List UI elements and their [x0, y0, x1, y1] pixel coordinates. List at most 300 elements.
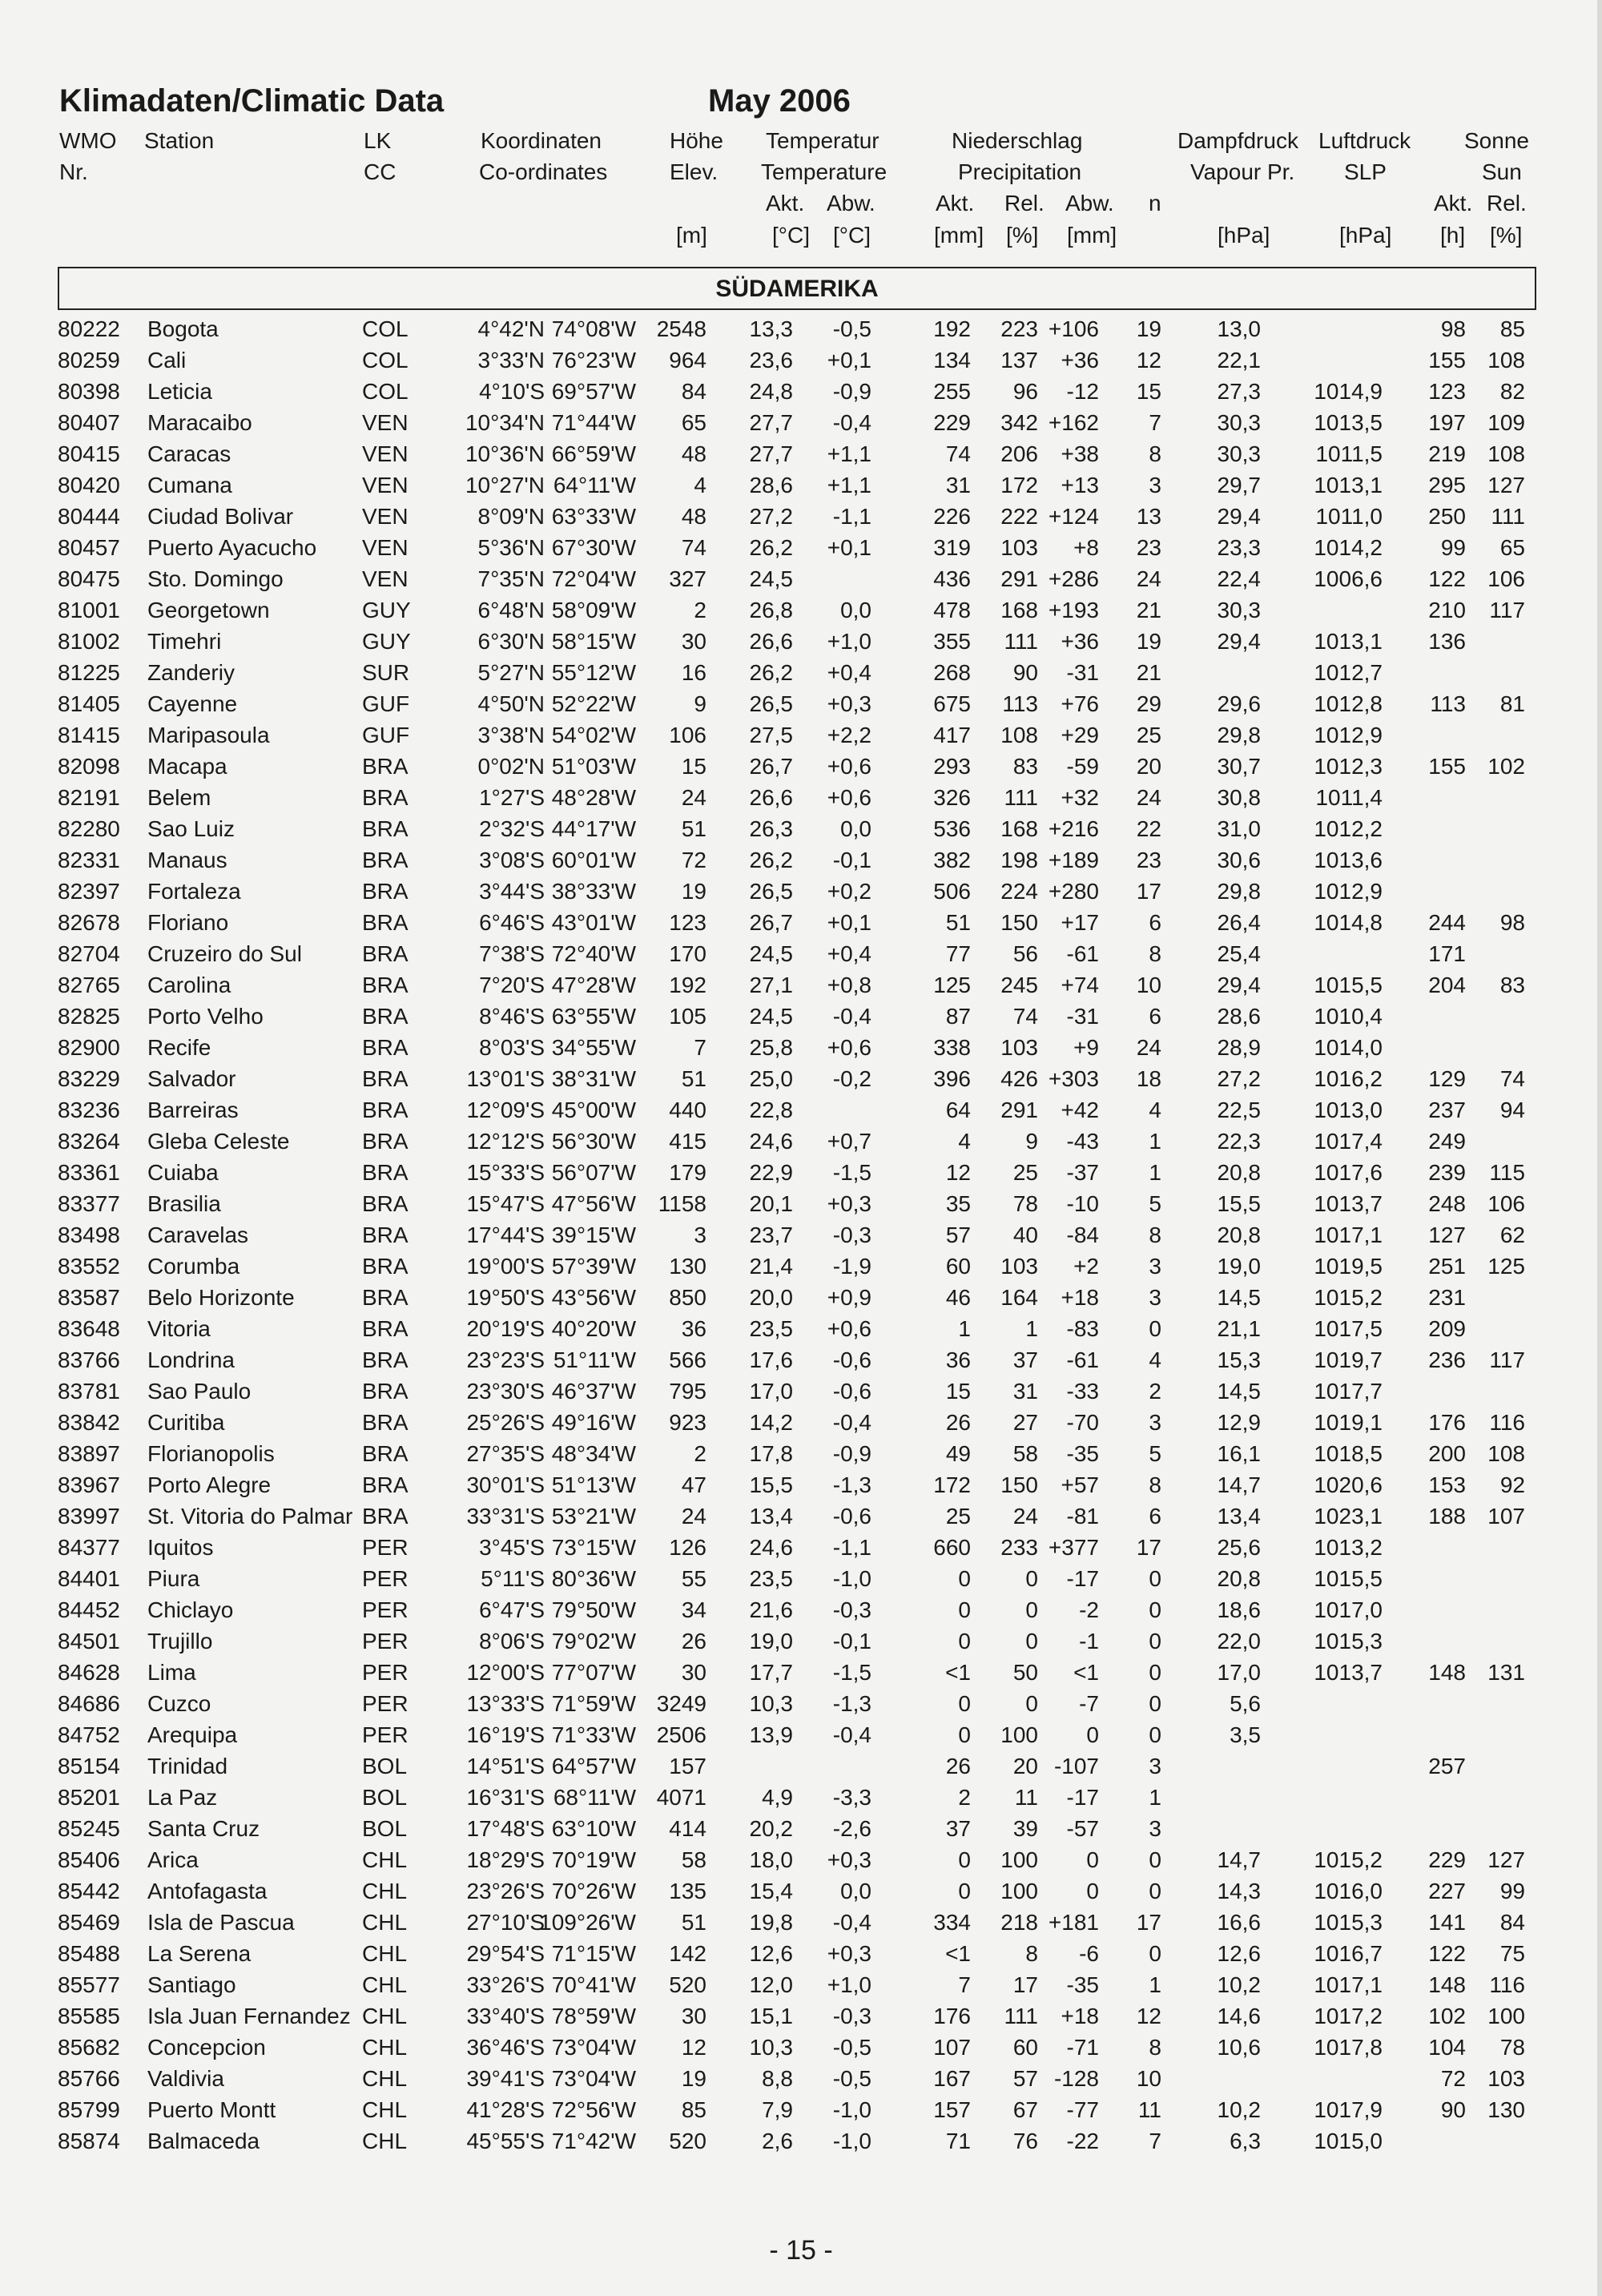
cell-longitude: 58°09'W — [551, 598, 636, 622]
cell-temp-actual: 14,2 — [749, 1410, 793, 1435]
cell-precip-relative: 206 — [1000, 441, 1038, 466]
cell-country-code: BRA — [362, 1316, 409, 1341]
cell-station-name: Manaus — [147, 848, 227, 872]
cell-latitude: 3°33'N — [477, 348, 545, 373]
cell-temp-deviation: -0,5 — [832, 2066, 871, 2091]
cell-precip-days: 24 — [1136, 566, 1161, 591]
table-row — [0, 1750, 1602, 1782]
cell-sun-relative: 84 — [1499, 1910, 1525, 1935]
cell-precip-relative: 60 — [1012, 2035, 1038, 2060]
cell-temp-deviation: +0,2 — [827, 879, 871, 904]
cell-vapour-pressure: 30,6 — [1217, 848, 1261, 872]
cell-wmo-number: 83648 — [58, 1316, 120, 1341]
cell-temp-actual: 2,6 — [762, 2129, 793, 2153]
cell-country-code: CHL — [362, 1972, 408, 1997]
cell-station-name: Georgetown — [147, 598, 270, 622]
cell-sea-level-pressure: 1012,7 — [1314, 660, 1383, 685]
cell-wmo-number: 85201 — [58, 1785, 120, 1810]
cell-longitude: 73°04'W — [551, 2035, 636, 2060]
cell-station-name: Isla Juan Fernandez — [147, 2004, 351, 2028]
cell-precip-days: 24 — [1136, 785, 1161, 810]
cell-longitude: 40°20'W — [551, 1316, 636, 1341]
cell-latitude: 8°09'N — [477, 504, 545, 529]
cell-sun-relative: 130 — [1487, 2097, 1525, 2122]
cell-latitude: 12°09'S — [466, 1098, 545, 1122]
cell-station-name: Cuiaba — [147, 1160, 219, 1185]
cell-wmo-number: 84501 — [58, 1629, 120, 1654]
cell-precip-deviation: 0 — [1086, 1722, 1099, 1747]
cell-country-code: PER — [362, 1660, 409, 1685]
cell-station-name: Cayenne — [147, 691, 238, 716]
cell-precip-actual: 255 — [933, 379, 971, 404]
cell-precip-deviation: +9 — [1073, 1035, 1099, 1060]
cell-precip-days: 4 — [1149, 1347, 1161, 1372]
cell-temp-actual: 18,0 — [749, 1847, 793, 1872]
section-title: SÜDAMERIKA — [715, 276, 879, 302]
cell-precip-days: 17 — [1136, 879, 1161, 904]
cell-precip-deviation: +18 — [1061, 2004, 1099, 2028]
cell-station-name: Trinidad — [147, 1754, 228, 1778]
cell-latitude: 0°02'N — [477, 754, 545, 779]
cell-latitude: 6°48'N — [477, 598, 545, 622]
cell-precip-relative: 222 — [1000, 504, 1038, 529]
cell-country-code: COL — [362, 316, 409, 341]
cell-temp-actual: 25,0 — [749, 1066, 793, 1091]
cell-precip-days: 13 — [1136, 504, 1161, 529]
cell-precip-relative: 233 — [1000, 1535, 1038, 1560]
cell-elevation: 84 — [681, 379, 706, 404]
table-row — [0, 376, 1602, 407]
cell-vapour-pressure: 20,8 — [1217, 1160, 1261, 1185]
cell-temp-deviation: -1,3 — [832, 1691, 871, 1716]
cell-country-code: CHL — [362, 1847, 408, 1872]
cell-longitude: 72°56'W — [551, 2097, 636, 2122]
cell-precip-relative: 111 — [1004, 785, 1038, 810]
cell-latitude: 13°33'S — [466, 1691, 545, 1716]
cell-sun-hours: 231 — [1428, 1285, 1466, 1310]
cell-precip-relative: 78 — [1012, 1191, 1038, 1216]
cell-elevation: 566 — [669, 1347, 706, 1372]
cell-precip-actual: 125 — [933, 973, 971, 997]
cell-sea-level-pressure: 1015,0 — [1314, 2129, 1383, 2153]
cell-latitude: 7°20'S — [479, 973, 545, 997]
cell-latitude: 1°27'S — [479, 785, 545, 810]
header-wmo-nr: Nr. — [59, 159, 88, 184]
cell-wmo-number: 83967 — [58, 1472, 120, 1497]
cell-sun-hours: 171 — [1428, 941, 1466, 966]
cell-temp-actual: 26,8 — [749, 598, 793, 622]
cell-latitude: 7°35'N — [477, 566, 545, 591]
cell-station-name: Fortaleza — [147, 879, 241, 904]
cell-sun-hours: 127 — [1428, 1223, 1466, 1247]
cell-precip-relative: 11 — [1014, 1785, 1038, 1810]
table-row — [0, 688, 1602, 719]
cell-sea-level-pressure: 1018,5 — [1314, 1441, 1383, 1466]
cell-sea-level-pressure: 1012,8 — [1314, 691, 1383, 716]
cell-precip-days: 18 — [1136, 1066, 1161, 1091]
cell-sun-relative: 108 — [1487, 348, 1525, 373]
cell-vapour-pressure: 29,8 — [1217, 723, 1261, 747]
cell-precip-deviation: -35 — [1066, 1441, 1099, 1466]
cell-longitude: 51°03'W — [551, 754, 636, 779]
cell-precip-relative: 100 — [1000, 1847, 1038, 1872]
cell-wmo-number: 85488 — [58, 1941, 120, 1966]
cell-precip-relative: 113 — [1002, 691, 1038, 716]
cell-wmo-number: 84686 — [58, 1691, 120, 1716]
cell-wmo-number: 84401 — [58, 1566, 120, 1591]
cell-latitude: 2°32'S — [479, 816, 545, 841]
cell-precip-deviation: +106 — [1048, 316, 1099, 341]
cell-temp-deviation: -0,9 — [832, 1441, 871, 1466]
cell-latitude: 29°54'S — [466, 1941, 545, 1966]
cell-country-code: BRA — [362, 816, 409, 841]
cell-sun-hours: 176 — [1428, 1410, 1466, 1435]
cell-country-code: BRA — [362, 879, 409, 904]
cell-temp-actual: 20,0 — [749, 1285, 793, 1310]
cell-precip-actual: 338 — [933, 1035, 971, 1060]
cell-elevation: 55 — [681, 1566, 706, 1591]
cell-precip-actual: 1 — [958, 1316, 971, 1341]
cell-country-code: PER — [362, 1566, 409, 1591]
cell-temp-deviation: 0,0 — [840, 598, 871, 622]
cell-station-name: Puerto Ayacucho — [147, 535, 317, 560]
cell-elevation: 520 — [669, 1972, 706, 1997]
cell-precip-deviation: -61 — [1066, 1347, 1099, 1372]
cell-precip-deviation: +32 — [1061, 785, 1099, 810]
cell-temp-deviation: +0,6 — [827, 1316, 871, 1341]
cell-precip-actual: 0 — [958, 1566, 971, 1591]
cell-elevation: 415 — [669, 1129, 706, 1154]
header-precip-akt: Akt. — [936, 191, 975, 216]
cell-sun-relative: 98 — [1499, 910, 1525, 935]
cell-country-code: CHL — [362, 2066, 408, 2091]
cell-temp-deviation: -0,3 — [832, 1597, 871, 1622]
cell-sea-level-pressure: 1013,0 — [1314, 1098, 1383, 1122]
cell-longitude: 72°40'W — [551, 941, 636, 966]
cell-temp-actual: 10,3 — [749, 2035, 793, 2060]
cell-station-name: Cruzeiro do Sul — [147, 941, 302, 966]
table-row — [0, 1719, 1602, 1750]
cell-temp-deviation: -0,4 — [832, 410, 871, 435]
cell-elevation: 157 — [669, 1754, 706, 1778]
cell-elevation: 179 — [669, 1160, 706, 1185]
cell-wmo-number: 85799 — [58, 2097, 120, 2122]
cell-precip-deviation: <1 — [1073, 1660, 1099, 1685]
cell-precip-relative: 168 — [1000, 816, 1038, 841]
cell-temp-deviation: -0,3 — [832, 1223, 871, 1247]
cell-precip-deviation: -33 — [1066, 1379, 1099, 1404]
cell-temp-deviation: +0,6 — [827, 754, 871, 779]
cell-precip-deviation: +162 — [1048, 410, 1099, 435]
cell-latitude: 27°10'S — [466, 1910, 545, 1935]
cell-country-code: SUR — [362, 660, 410, 685]
cell-sun-hours: 209 — [1428, 1316, 1466, 1341]
cell-sea-level-pressure: 1013,6 — [1314, 848, 1383, 872]
cell-elevation: 130 — [669, 1254, 706, 1279]
table-row — [0, 907, 1602, 938]
cell-elevation: 2548 — [656, 316, 706, 341]
cell-precip-days: 15 — [1136, 379, 1161, 404]
cell-longitude: 71°42'W — [551, 2129, 636, 2153]
cell-temp-actual: 26,6 — [749, 785, 793, 810]
cell-precip-deviation: -77 — [1066, 2097, 1099, 2122]
cell-sea-level-pressure: 1015,5 — [1314, 973, 1383, 997]
cell-country-code: BRA — [362, 1254, 409, 1279]
header-precip-rel-unit: [%] — [1006, 223, 1039, 248]
cell-precip-relative: 111 — [1004, 2004, 1038, 2028]
cell-temp-actual: 26,2 — [749, 848, 793, 872]
section-header — [58, 267, 1536, 310]
cell-precip-deviation: -35 — [1066, 1972, 1099, 1997]
cell-station-name: Belo Horizonte — [147, 1285, 295, 1310]
cell-temp-actual: 10,3 — [749, 1691, 793, 1716]
cell-wmo-number: 80222 — [58, 316, 120, 341]
cell-precip-actual: 0 — [958, 1722, 971, 1747]
cell-sea-level-pressure: 1014,8 — [1314, 910, 1383, 935]
cell-longitude: 71°59'W — [551, 1691, 636, 1716]
cell-sea-level-pressure: 1017,9 — [1314, 2097, 1383, 2122]
cell-latitude: 17°44'S — [466, 1223, 545, 1247]
cell-country-code: CHL — [362, 2004, 408, 2028]
cell-temp-actual: 15,4 — [749, 1879, 793, 1903]
cell-precip-actual: 478 — [933, 598, 971, 622]
cell-precip-relative: 76 — [1012, 2129, 1038, 2153]
cell-longitude: 73°15'W — [551, 1535, 636, 1560]
table-row — [0, 1813, 1602, 1844]
cell-sun-relative: 117 — [1489, 598, 1525, 622]
cell-temp-deviation: -0,5 — [832, 316, 871, 341]
cell-precip-relative: 426 — [1000, 1066, 1038, 1091]
cell-precip-relative: 50 — [1012, 1660, 1038, 1685]
cell-temp-actual: 27,7 — [749, 410, 793, 435]
cell-wmo-number: 80259 — [58, 348, 120, 373]
header-sun-rel: Rel. — [1487, 191, 1527, 216]
cell-precip-deviation: -57 — [1066, 1816, 1099, 1841]
cell-sea-level-pressure: 1011,5 — [1315, 441, 1383, 466]
cell-latitude: 36°46'S — [466, 2035, 545, 2060]
cell-temp-actual: 24,8 — [749, 379, 793, 404]
cell-precip-days: 0 — [1149, 1660, 1161, 1685]
cell-temp-actual: 15,5 — [749, 1472, 793, 1497]
cell-temp-deviation: +0,1 — [827, 535, 871, 560]
table-row — [0, 1657, 1602, 1688]
cell-longitude: 64°11'W — [553, 473, 636, 497]
cell-sun-relative: 125 — [1487, 1254, 1525, 1279]
cell-wmo-number: 82825 — [58, 1004, 120, 1029]
cell-precip-relative: 0 — [1025, 1629, 1038, 1654]
cell-precip-relative: 0 — [1025, 1691, 1038, 1716]
cell-wmo-number: 83781 — [58, 1379, 120, 1404]
cell-precip-actual: 134 — [933, 348, 971, 373]
cell-longitude: 66°59'W — [551, 441, 636, 466]
cell-country-code: GUY — [362, 598, 411, 622]
cell-precip-actual: 334 — [933, 1910, 971, 1935]
cell-temp-deviation: -0,3 — [832, 2004, 871, 2028]
cell-latitude: 17°48'S — [466, 1816, 545, 1841]
cell-precip-relative: 39 — [1012, 1816, 1038, 1841]
cell-longitude: 38°33'W — [551, 879, 636, 904]
cell-precip-relative: 74 — [1012, 1004, 1038, 1029]
header-sun-rel-unit: [%] — [1490, 223, 1523, 248]
cell-vapour-pressure: 13,0 — [1217, 316, 1261, 341]
cell-longitude: 55°12'W — [551, 660, 636, 685]
cell-latitude: 33°31'S — [466, 1504, 545, 1529]
cell-precip-days: 2 — [1149, 1379, 1161, 1404]
cell-latitude: 12°12'S — [466, 1129, 545, 1154]
table-row — [0, 844, 1602, 876]
cell-station-name: Santiago — [147, 1972, 236, 1997]
cell-elevation: 105 — [669, 1004, 706, 1029]
cell-precip-relative: 67 — [1012, 2097, 1038, 2122]
cell-precip-actual: 57 — [945, 1223, 971, 1247]
cell-latitude: 8°03'S — [479, 1035, 545, 1060]
cell-precip-days: 12 — [1136, 2004, 1161, 2028]
cell-vapour-pressure: 31,0 — [1217, 816, 1261, 841]
cell-sea-level-pressure: 1015,2 — [1314, 1847, 1383, 1872]
cell-longitude: 60°01'W — [551, 848, 636, 872]
cell-vapour-pressure: 14,3 — [1217, 1879, 1261, 1903]
cell-temp-deviation: +1,1 — [827, 441, 871, 466]
cell-precip-days: 12 — [1136, 348, 1161, 373]
cell-latitude: 3°08'S — [479, 848, 545, 872]
cell-precip-days: 0 — [1149, 1847, 1161, 1872]
cell-station-name: Ciudad Bolivar — [147, 504, 294, 529]
cell-longitude: 67°30'W — [551, 535, 636, 560]
cell-temp-actual: 26,3 — [749, 816, 793, 841]
cell-precip-deviation: -17 — [1066, 1785, 1099, 1810]
cell-wmo-number: 82678 — [58, 910, 120, 935]
header-hoehe: Höhe — [670, 128, 723, 153]
cell-wmo-number: 83236 — [58, 1098, 120, 1122]
cell-sun-hours: 257 — [1428, 1754, 1466, 1778]
cell-station-name: Zanderiy — [147, 660, 235, 685]
cell-station-name: Arequipa — [147, 1722, 238, 1747]
cell-vapour-pressure: 29,7 — [1217, 473, 1261, 497]
cell-longitude: 46°37'W — [551, 1379, 636, 1404]
cell-country-code: BRA — [362, 754, 409, 779]
cell-elevation: 135 — [669, 1879, 706, 1903]
cell-latitude: 16°31'S — [466, 1785, 545, 1810]
cell-precip-actual: 64 — [945, 1098, 971, 1122]
cell-longitude: 69°57'W — [551, 379, 636, 404]
table-row — [0, 1188, 1602, 1219]
table-row — [0, 2032, 1602, 2063]
cell-elevation: 47 — [681, 1472, 706, 1497]
cell-sun-hours: 122 — [1428, 566, 1466, 591]
cell-country-code: PER — [362, 1597, 409, 1622]
header-sun: Sun — [1482, 159, 1522, 184]
cell-country-code: GUF — [362, 723, 410, 747]
cell-wmo-number: 80420 — [58, 473, 120, 497]
cell-station-name: Piura — [147, 1566, 200, 1591]
cell-wmo-number: 83361 — [58, 1160, 120, 1185]
cell-precip-deviation: +8 — [1073, 535, 1099, 560]
cell-vapour-pressure: 22,4 — [1217, 566, 1261, 591]
cell-precip-actual: 31 — [945, 473, 971, 497]
cell-temp-actual: 26,7 — [749, 910, 793, 935]
data-table — [0, 313, 1602, 2157]
table-row — [0, 1376, 1602, 1407]
cell-country-code: BRA — [362, 1347, 409, 1372]
cell-precip-relative: 9 — [1025, 1129, 1038, 1154]
cell-temp-deviation: +0,7 — [827, 1129, 871, 1154]
cell-temp-actual: 26,2 — [749, 660, 793, 685]
cell-temp-actual: 20,2 — [749, 1816, 793, 1841]
cell-temp-deviation: -2,6 — [832, 1816, 871, 1841]
cell-longitude: 44°17'W — [551, 816, 636, 841]
table-row — [0, 782, 1602, 813]
cell-elevation: 795 — [669, 1379, 706, 1404]
header-sun-akt: Akt. — [1434, 191, 1473, 216]
cell-longitude: 57°39'W — [551, 1254, 636, 1279]
cell-precip-actual: <1 — [945, 1941, 971, 1966]
cell-wmo-number: 82704 — [58, 941, 120, 966]
cell-precip-actual: 382 — [933, 848, 971, 872]
cell-sun-relative: 75 — [1499, 1941, 1525, 1966]
cell-latitude: 4°50'N — [477, 691, 545, 716]
cell-latitude: 6°30'N — [477, 629, 545, 654]
cell-temp-actual: 23,5 — [749, 1316, 793, 1341]
cell-latitude: 10°27'N — [465, 473, 545, 497]
cell-wmo-number: 85406 — [58, 1847, 120, 1872]
cell-country-code: BRA — [362, 1410, 409, 1435]
table-row — [0, 1063, 1602, 1094]
cell-longitude: 79°50'W — [551, 1597, 636, 1622]
cell-longitude: 45°00'W — [551, 1098, 636, 1122]
cell-precip-actual: 192 — [933, 316, 971, 341]
cell-elevation: 19 — [681, 2066, 706, 2091]
cell-wmo-number: 84377 — [58, 1535, 120, 1560]
header-station: Station — [144, 128, 215, 153]
cell-sea-level-pressure: 1013,2 — [1314, 1535, 1383, 1560]
cell-wmo-number: 82900 — [58, 1035, 120, 1060]
cell-precip-days: 6 — [1149, 910, 1161, 935]
cell-temp-deviation: +0,6 — [827, 1035, 871, 1060]
cell-sun-hours: 188 — [1428, 1504, 1466, 1529]
cell-sun-hours: 295 — [1428, 473, 1466, 497]
cell-temp-deviation: -0,1 — [832, 848, 871, 872]
cell-precip-deviation: +42 — [1061, 1098, 1099, 1122]
cell-precip-relative: 96 — [1012, 379, 1038, 404]
cell-temp-deviation: -0,4 — [832, 1004, 871, 1029]
cell-sun-relative: 116 — [1489, 1972, 1525, 1997]
cell-precip-actual: 268 — [933, 660, 971, 685]
cell-station-name: Carolina — [147, 973, 231, 997]
cell-country-code: VEN — [362, 535, 409, 560]
cell-country-code: CHL — [362, 2129, 408, 2153]
cell-precip-actual: 74 — [945, 441, 971, 466]
cell-wmo-number: 82098 — [58, 754, 120, 779]
cell-precip-deviation: +280 — [1048, 879, 1099, 904]
cell-longitude: 52°22'W — [551, 691, 636, 716]
cell-vapour-pressure: 14,6 — [1217, 2004, 1261, 2028]
cell-precip-deviation: +17 — [1061, 910, 1099, 935]
cell-wmo-number: 85442 — [58, 1879, 120, 1903]
cell-precip-days: 17 — [1136, 1910, 1161, 1935]
cell-wmo-number: 80475 — [58, 566, 120, 591]
cell-precip-deviation: -7 — [1079, 1691, 1099, 1716]
table-row — [0, 501, 1602, 532]
cell-precip-deviation: +181 — [1048, 1910, 1099, 1935]
cell-sun-relative: 115 — [1489, 1160, 1525, 1185]
cell-sea-level-pressure: 1016,0 — [1314, 1879, 1383, 1903]
cell-precip-deviation: +124 — [1048, 504, 1099, 529]
cell-wmo-number: 82397 — [58, 879, 120, 904]
cell-precip-deviation: +2 — [1073, 1254, 1099, 1279]
cell-vapour-pressure: 15,3 — [1217, 1347, 1261, 1372]
cell-wmo-number: 82765 — [58, 973, 120, 997]
cell-station-name: Cali — [147, 348, 187, 373]
